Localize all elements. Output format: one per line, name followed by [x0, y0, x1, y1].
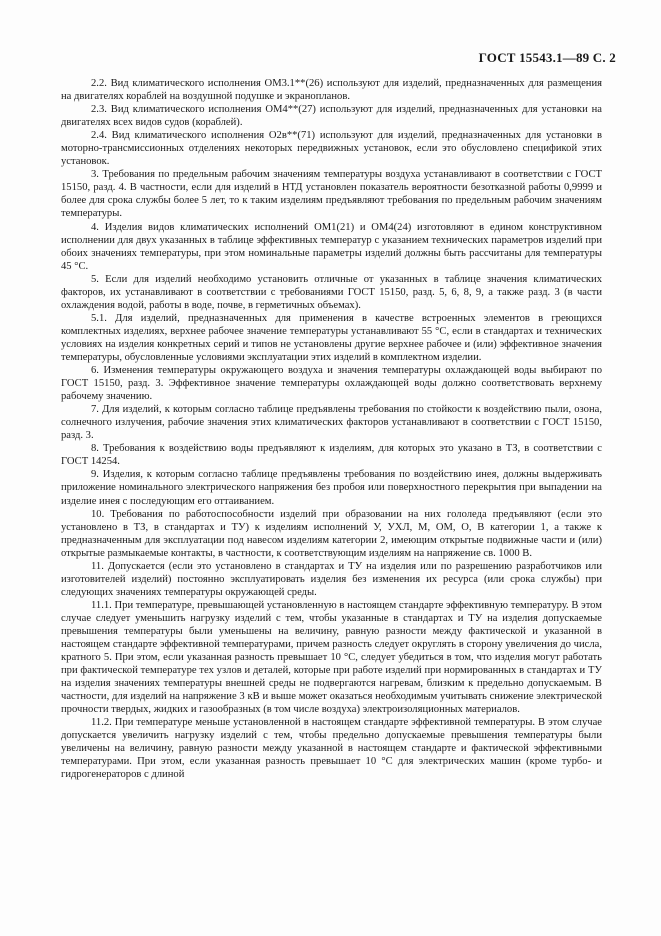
- paragraph-2-4: 2.4. Вид климатического исполнения О2в**(71) используют для изделий, предназначенных для установки в моторно-трансмиссионных отделениях некоторых передвижных установок, если это обусловлено спецификой этих установок.: [61, 130, 602, 168]
- paragraph-5: 5. Если для изделий необходимо установить отличные от указанных в таблице значения климатических факторов, их устанавливают в соответствии с требованиями ГОСТ 15150, разд. 5, 6, 8, 9, а также разд. 3 (в части охлаждения водой, работы в воде, почве, в герметичных объемах).: [61, 273, 602, 311]
- paragraph-9: 9. Изделия, к которым согласно таблице предъявлены требования по воздействию инея, должны выдерживать приложение номинального электрического напряжения без пробоя или поверхностного перекрытия при выпадении на изделие инея с последующим его оттаиванием.: [61, 469, 602, 507]
- paragraph-11-2: 11.2. При температуре меньше установленной в настоящем стандарте эффективной температуры. В этом случае допускается увеличить нагрузку изделий с тем, чтобы предельно допускаемые превышения температуры были увеличены на величину, равную разности между указанной в настоящем стандарте и фактической эффективными температурами. При этом, если указанная разность превышает 10 °С для электрических машин (кроме турбо- и гидрогенераторов с длиной: [61, 717, 602, 781]
- document-body: [61, 77, 602, 782]
- paragraph-2-2: 2.2. Вид климатического исполнения ОМ3.1**(26) используют для изделий, предназначенных для размещения на двигателях кораблей на воздушной подушке и экранопланов.: [61, 78, 602, 103]
- paragraph-2-3: 2.3. Вид климатического исполнения ОМ4**(27) используют для изделий, предназначенных для установки на двигателях всех видов судов (кораблей).: [61, 104, 602, 129]
- paragraph-11: 11. Допускается (если это установлено в стандартах и ТУ на изделия или по разрешению разработчиков или изготовителей изделий) постоянно эксплуатировать изделия без изменения их ресурса (или срока службы) при следующих значениях температуры окружающей среды.: [61, 560, 602, 598]
- page-header: ГОСТ 15543.1—89 С. 2: [478, 50, 616, 65]
- paragraph-4: 4. Изделия видов климатических исполнений ОМ1(21) и ОМ4(24) изготовляют в едином конструктивном исполнении для двух указанных в таблице эффективных температур с указанием технических параметров изделий при обоих значениях температуры, при этом номинальные параметры изделий должны быть рассчитаны для температуры 45 °С.: [61, 221, 602, 272]
- paragraph-11-1: 11.1. При температуре, превышающей установленную в настоящем стандарте эффективную температуру. В этом случае следует уменьшить нагрузку изделий с тем, чтобы указанные в стандартах и ТУ на изделия допускаемые превышения температуры были уменьшены на величину, равную разности между фактической и указанной в настоящем стандарте эффективной температурами, причем разность следует округлять в сторону увеличения до числа, кратного 5. При этом, если указанная разность превышает 10 °С, следует убедиться в том, что изделия могут работать при фактической температуре тех узлов и деталей, которые при работе изделий при нормированных в стандартах и ТУ на изделия значениях температуры внешней среды не подвергаются нагревам, близким к предельно допускаемым. В частности, для изделий на напряжение 3 кВ и выше может оказаться необходимым учитывать снижение электрической прочности твердых, жидких и газообразных (в том числе воздуха) электроизоляционных материалов.: [61, 599, 602, 716]
- paragraph-10: 10. Требования по работоспособности изделий при образовании на них гололеда предъявляют (если это установлено в ТЗ, в стандартах и ТУ) к изделиям исполнений У, УХЛ, М, ОМ, О, В категории 1, а также к предназначенным для эксплуатации под навесом изделиям категории 2, имеющим открытые подвижные части и (или) открытые размыкаемые контакты, в частности, к соответствующим изделиям на напряжение св. 1000 В.: [61, 508, 602, 559]
- paragraph-3: 3. Требования по предельным рабочим значениям температуры воздуха устанавливают в соответствии с ГОСТ 15150, разд. 4. В частности, если для изделий в НТД установлен показатель вероятности безотказной работы 0,9999 и более для срока службы более 5 лет, то к таким изделиям предъявляют требования по предельным рабочим значениям температуры.: [61, 169, 602, 220]
- paragraph-7: 7. Для изделий, к которым согласно таблице предъявлены требования по стойкости к воздействию пыли, озона, солнечного излучения, рабочие значения этих климатических факторов устанавливают в соответствии с ГОСТ 15150, разд. 3.: [61, 404, 602, 442]
- paragraph-5-1: 5.1. Для изделий, предназначенных для применения в качестве встроенных элементов в греющихся комплектных изделиях, верхнее рабочее значение температуры устанавливают 55 °С, если в стандартах и технических условиях на изделия конкретных серий и типов не установлены другие верхнее рабочее и (или) эффективное значения температуры, обусловленные условиями эксплуатации этих изделий в комплектном изделии.: [61, 312, 602, 363]
- paragraph-8: 8. Требования к воздействию воды предъявляют к изделиям, для которых это указано в ТЗ, в соответствии с ГОСТ 14254.: [61, 443, 602, 468]
- paragraph-6: 6. Изменения температуры окружающего воздуха и значения температуры охлаждающей воды выбирают по ГОСТ 15150, разд. 3. Эффективное значение температуры охлаждающей воды должно соответствовать верхнему рабочему значению.: [61, 365, 602, 403]
